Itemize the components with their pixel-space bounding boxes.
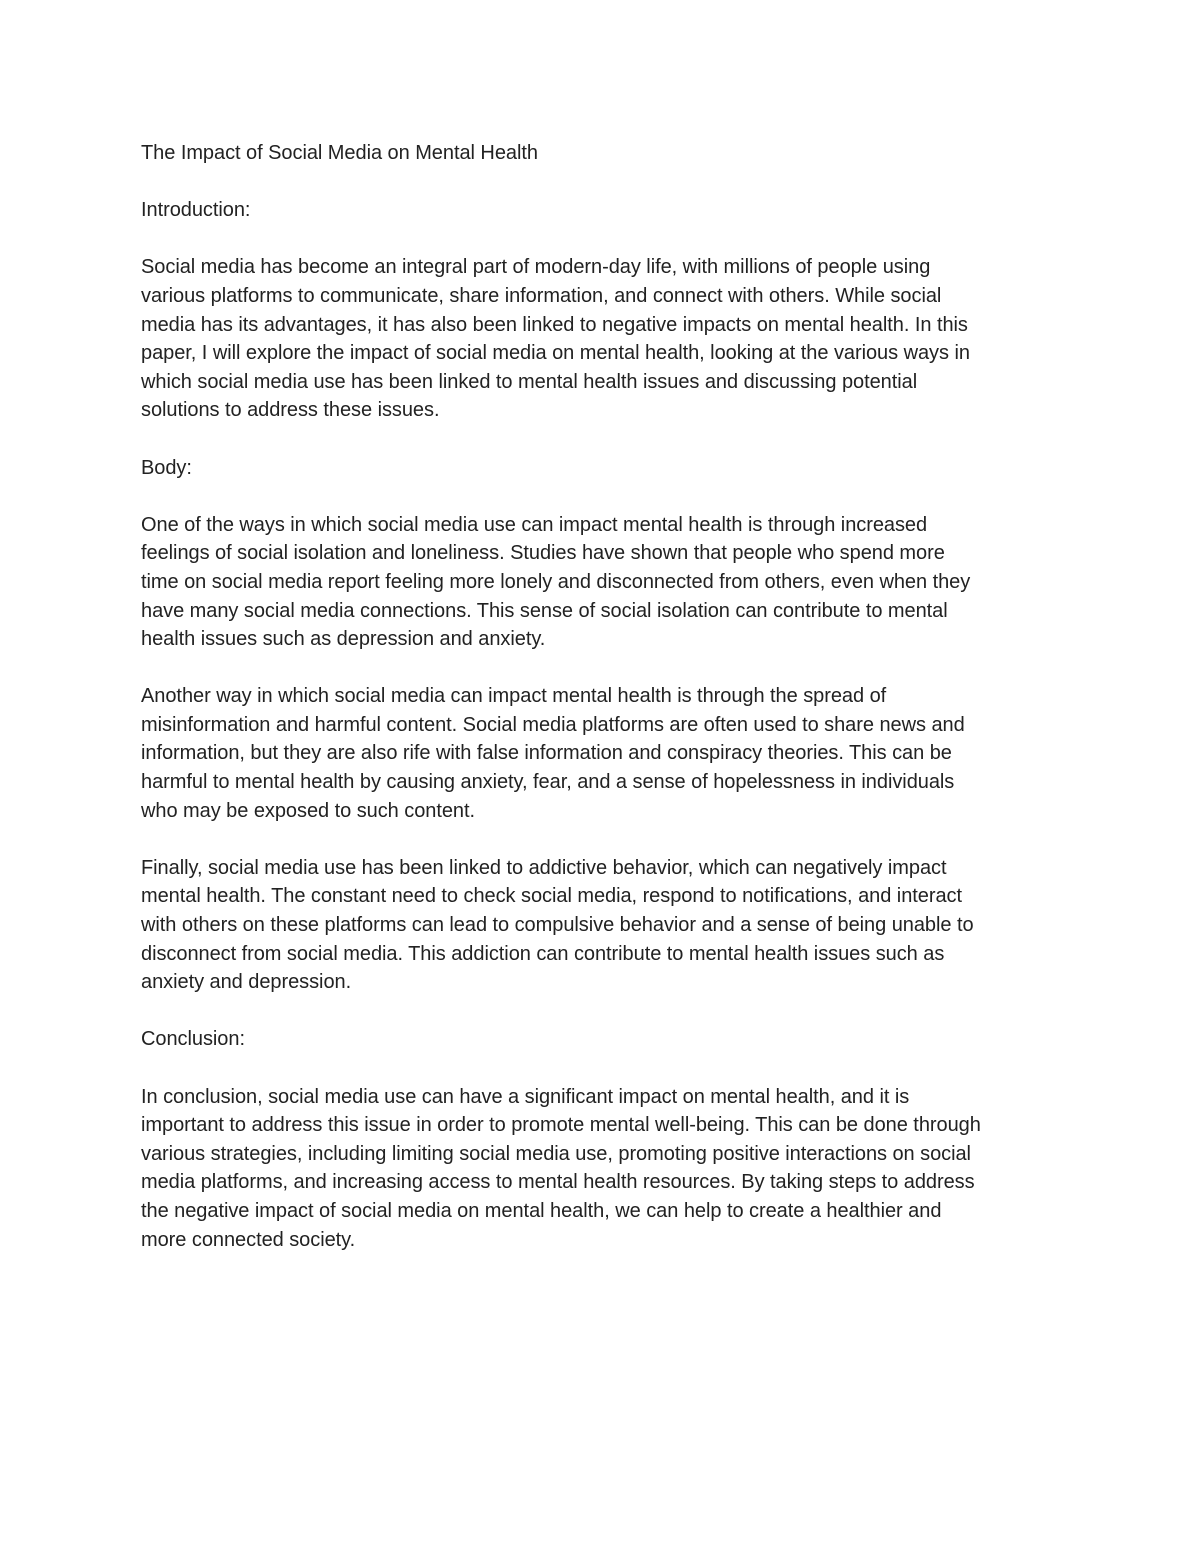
body-paragraph-2-line: harmful to mental health by causing anxiety, fear, and a sense of hopelessness in individuals xyxy=(141,771,955,794)
introduction-line: paper, I will explore the impact of social media on mental health, looking at the various ways in xyxy=(141,342,970,365)
body-paragraph-1-line: have many social media connections. This sense of social isolation can contribute to mental xyxy=(141,599,948,622)
body-heading xyxy=(141,454,1066,483)
body-paragraph-1-line: feelings of social isolation and loneliness. Studies have shown that people who spend more xyxy=(141,542,945,565)
body-paragraph-2-line: who may be exposed to such content. xyxy=(141,799,476,822)
introduction-line: media has its advantages, it has also been linked to negative impacts on mental health. In this xyxy=(141,313,968,336)
conclusion-paragraph xyxy=(141,1083,1066,1255)
body-paragraph-2-line: information, but they are also rife with false information and conspiracy theories. This can be xyxy=(141,742,952,765)
conclusion-heading-text: Conclusion: xyxy=(141,1028,245,1051)
introduction-line: various platforms to communicate, share information, and connect with others. While social xyxy=(141,284,942,307)
body-paragraph-1 xyxy=(141,511,1066,654)
introduction-heading xyxy=(141,196,1066,225)
body-paragraph-1-line: time on social media report feeling more lonely and disconnected from others, even when they xyxy=(141,570,971,593)
body-paragraph-3-line: anxiety and depression. xyxy=(141,971,352,994)
body-paragraph-3-line: with others on these platforms can lead to compulsive behavior and a sense of being unable to xyxy=(141,914,974,937)
body-paragraph-2 xyxy=(141,682,1066,825)
body-paragraph-3-line: disconnect from social media. This addiction can contribute to mental health issues such as xyxy=(141,942,945,965)
document-title xyxy=(141,139,1066,168)
conclusion-line: various strategies, including limiting social media use, promoting positive interactions on social xyxy=(141,1142,971,1165)
body-paragraph-3 xyxy=(141,854,1066,997)
introduction-line: Social media has become an integral part of modern-day life, with millions of people using xyxy=(141,256,931,279)
conclusion-line: the negative impact of social media on mental health, we can help to create a healthier and xyxy=(141,1199,942,1222)
body-paragraph-1-line: One of the ways in which social media use can impact mental health is through increased xyxy=(141,513,928,536)
body-paragraph-2-line: misinformation and harmful content. Social media platforms are often used to share news and xyxy=(141,713,965,736)
conclusion-line: media platforms, and increasing access to mental health resources. By taking steps to address xyxy=(141,1171,975,1194)
conclusion-line: more connected society. xyxy=(141,1228,356,1251)
introduction-paragraph xyxy=(141,253,1066,425)
body-paragraph-3-line: mental health. The constant need to check social media, respond to notifications, and interact xyxy=(141,885,962,908)
conclusion-line: important to address this issue in order to promote mental well-being. This can be done through xyxy=(141,1114,981,1137)
document-body xyxy=(141,139,1066,1283)
body-paragraph-3-line: Finally, social media use has been linked to addictive behavior, which can negatively impact xyxy=(141,856,947,879)
title-text: The Impact of Social Media on Mental Health xyxy=(141,142,538,164)
body-paragraph-1-line: health issues such as depression and anxiety. xyxy=(141,628,546,651)
introduction-heading-text: Introduction: xyxy=(141,199,251,222)
introduction-line: which social media use has been linked to mental health issues and discussing potential xyxy=(141,370,918,393)
body-heading-text: Body: xyxy=(141,456,192,479)
body-paragraph-2-line: Another way in which social media can impact mental health is through the spread of xyxy=(141,685,887,708)
conclusion-line: In conclusion, social media use can have a significant impact on mental health, and it is xyxy=(141,1085,910,1108)
conclusion-heading xyxy=(141,1025,1066,1054)
introduction-line: solutions to address these issues. xyxy=(141,399,440,422)
